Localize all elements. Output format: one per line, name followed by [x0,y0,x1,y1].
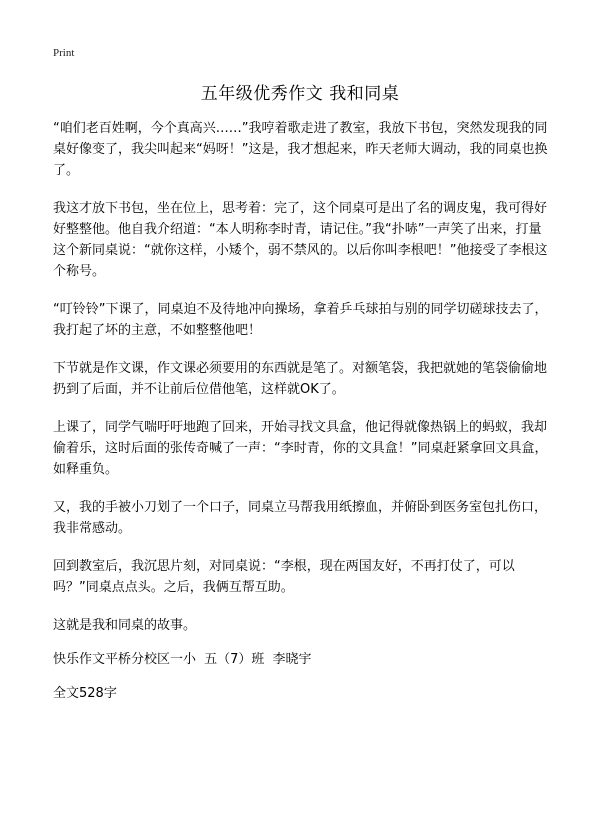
page-title: 五年级优秀作文 我和同桌 [200,84,400,104]
article-body [53,118,551,704]
paragraph-4: 下节就是作文课，作文课必须要用的东西就是笔了。对额笔袋，我把就她的笔袋偷偷地扔到了后面，并不让前后位借他笔，这样就OK了。 [53,361,548,397]
paragraph-6: 又，我的手被小刀划了一个口子，同桌立马帮我用纸擦血，并俯卧到医务室包扎伤口，我非常感动。 [53,500,548,536]
author-byline: 快乐作文平桥分校区一小 五（7）班 李晓宇 [53,652,312,667]
word-count: 全文528字 [53,686,117,701]
paragraph-1: “咱们老百姓啊，今个真高兴……”我哼着歌走进了教室，我放下书包，突然发现我的同桌好像变了，我尖叫起来“妈呀！”这是，我才想起来，昨天老师大调动，我的同桌也换了。 [53,121,548,178]
print-link[interactable]: Print [53,47,75,59]
paragraph-8: 这就是我和同桌的故事。 [53,618,197,633]
paragraph-3: “叮铃铃”下课了，同桌迫不及待地冲向操场，拿着乒乓球拍与别的同学切磋球技去了，我打起了坏的主意，不如整整他吧！ [53,302,548,338]
paragraph-5: 上课了，同学气喘吁吁地跑了回来，开始寻找文具盒，他记得就像热锅上的蚂蚁，我却偷着乐，这时后面的张传奇喊了一声：“李时青，你的文具盒！”同桌赶紧拿回文具盒，如释重负。 [53,420,548,477]
paragraph-7: 回到教室后，我沉思片刻，对同桌说：“李根，现在两国友好，不再打仗了，可以吗？”同桌点点头。之后，我俩互帮互助。 [53,559,515,595]
paragraph-2: 我这才放下书包，坐在位上，思考着：完了，这个同桌可是出了名的调皮鬼，我可得好好整整他。他自我介绍道：“本人明称李时青，请记住。”我“扑哧”一声笑了出来，打量这个新同桌说：“就你这样，小矮个，弱不禁风的。以后你叫李根吧！”他接受了李根这个称号。 [53,201,548,279]
